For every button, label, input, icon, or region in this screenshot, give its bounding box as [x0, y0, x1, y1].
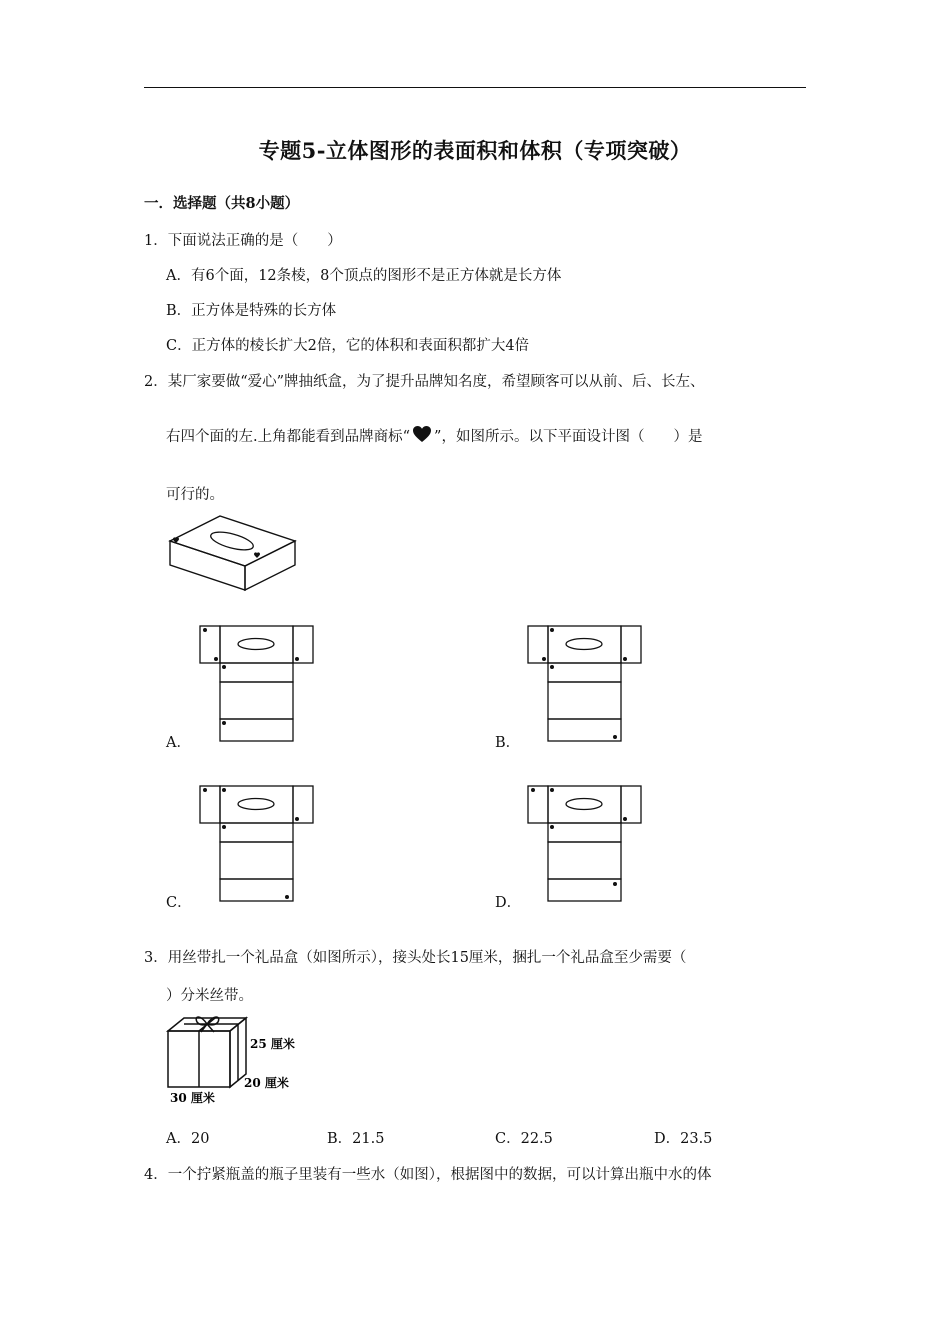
gift-height-label: 25 厘米 [250, 1037, 295, 1051]
gift-depth-label: 20 厘米 [244, 1076, 289, 1090]
net-figure-c [198, 784, 316, 908]
q2-stem-line2 [166, 425, 702, 447]
section-heading: 一．选择题（共8小题） [144, 195, 300, 212]
q2-stem-line1: 2．某厂家要做“爱心”牌抽纸盒，为了提升品牌知名度，希望顾客可以从前、后、长左、 [144, 374, 705, 390]
q3-stem-line1: 3．用丝带扎一个礼品盒（如图所示），接头处长15厘米，捆扎一个礼品盒至少需要（ [144, 950, 687, 966]
net-figure-b [526, 624, 644, 748]
q2-stem-line3: 可行的。 [166, 487, 224, 503]
q3-stem-line2: ）分米丝带。 [166, 988, 253, 1004]
page-title: 专题5-立体图形的表面积和体积（专项突破） [258, 138, 692, 163]
q1-option-b: B．正方体是特殊的长方体 [166, 303, 337, 319]
q2-option-c: C． [166, 895, 192, 911]
q2-stem-line2-b: ”，如图所示。以下平面设计图（ ）是 [434, 429, 703, 445]
q4-stem-line1: 4．一个拧紧瓶盖的瓶子里装有一些水（如图），根据图中的数据，可以计算出瓶中水的体 [144, 1167, 712, 1183]
q2-option-a: A． [166, 735, 191, 751]
q1-option-c: C．正方体的棱长扩大2倍，它的体积和表面积都扩大4倍 [166, 338, 530, 354]
q3-option-d: D．23.5 [654, 1131, 713, 1147]
q2-option-d: D． [495, 895, 522, 911]
net-figure-a [198, 624, 316, 748]
q2-stem-line2-a: 右四个面的左.上角都能看到品牌商标“ [166, 429, 411, 445]
gift-box-figure [164, 1012, 314, 1112]
q2-option-b: B． [495, 735, 521, 751]
q3-option-a: A．20 [166, 1131, 210, 1147]
q3-option-c: C．22.5 [495, 1131, 553, 1147]
q3-option-b: B．21.5 [327, 1131, 385, 1147]
header-rule [144, 87, 806, 88]
q1-stem: 1．下面说法正确的是（ ） [144, 233, 342, 249]
tissue-box-figure [165, 514, 300, 598]
q1-option-a: A．有6个面，12条棱，8个顶点的图形不是正方体就是长方体 [166, 268, 562, 284]
heart-icon [412, 425, 432, 447]
gift-length-label: 30 厘米 [170, 1091, 215, 1105]
net-figure-d [526, 784, 644, 908]
